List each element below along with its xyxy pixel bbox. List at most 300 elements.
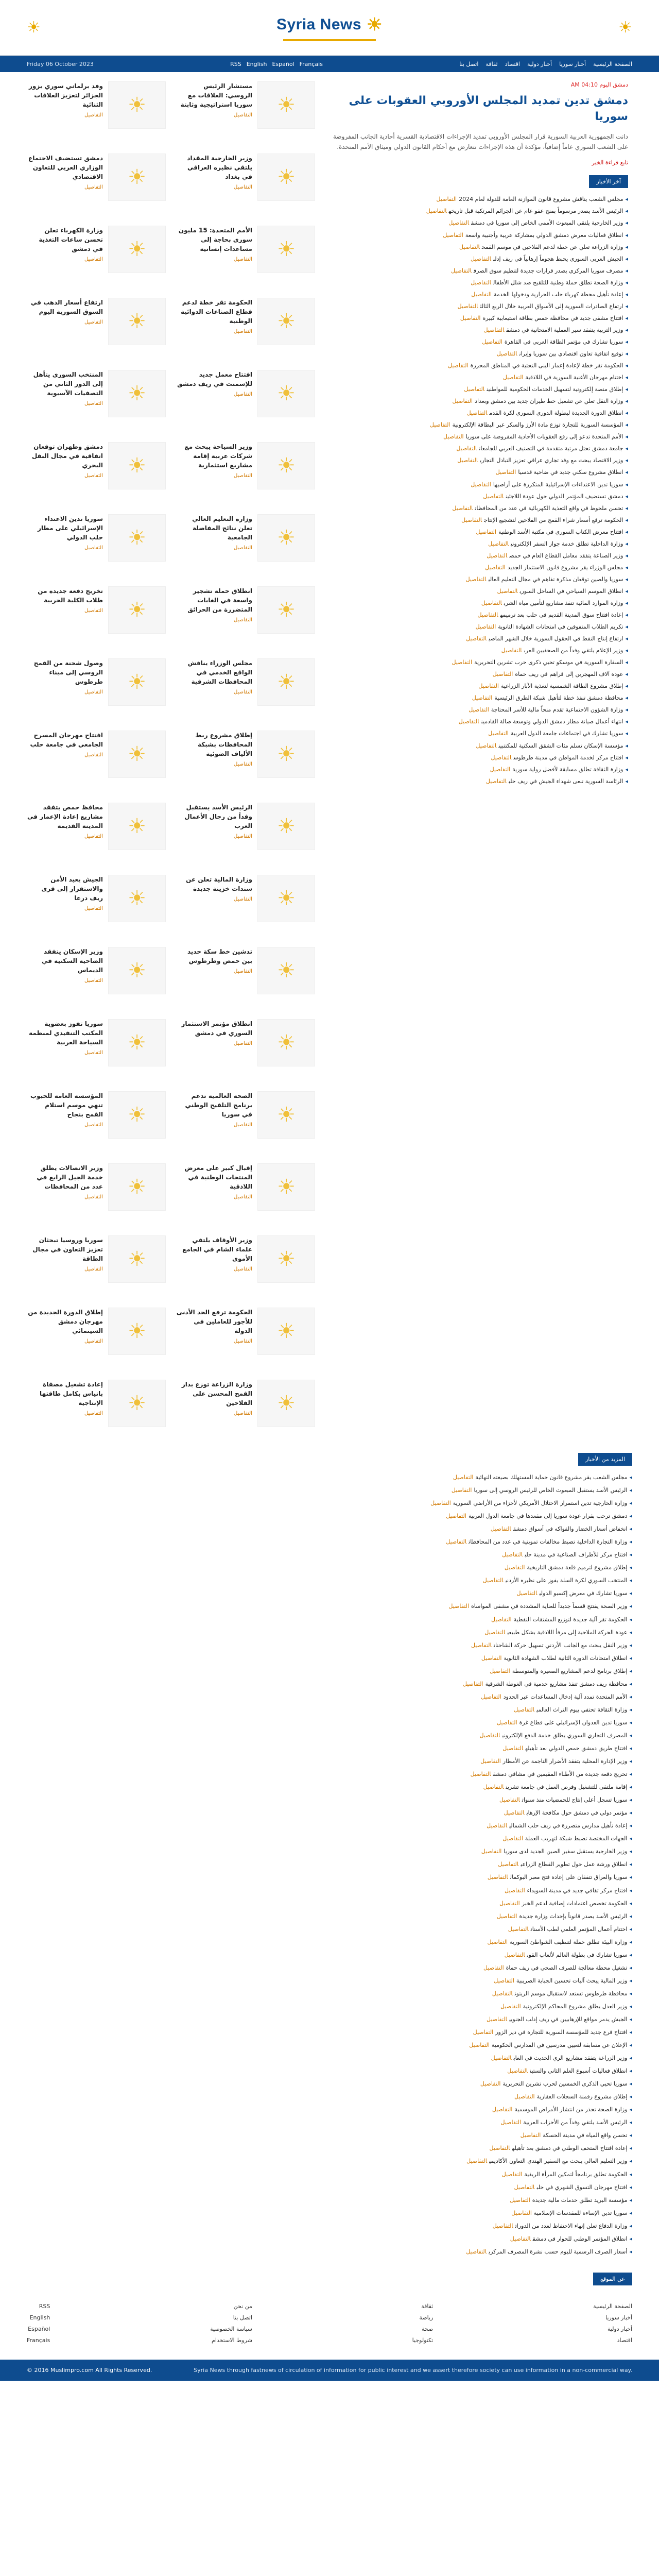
card-more-link[interactable]: التفاصيل — [84, 752, 103, 758]
news-item[interactable] — [331, 324, 628, 336]
card-title[interactable]: المؤسسة العامة للحبوب تنهي موسم استلام القمح بنجاح — [30, 1092, 103, 1118]
card-title[interactable]: انطلاق مؤتمر الاستثمار السوري في دمشق — [181, 1020, 252, 1037]
card-more-link[interactable]: التفاصيل — [233, 1338, 252, 1344]
read-more-link[interactable]: التفاصيل — [514, 1706, 535, 1713]
read-more-link[interactable]: التفاصيل — [507, 2067, 528, 2075]
news-item[interactable] — [27, 1987, 632, 2000]
read-more-link[interactable]: التفاصيل — [469, 706, 489, 714]
card-title[interactable]: وزير الأوقاف يلتقي علماء الشام في الجامع الأموي — [182, 1236, 252, 1262]
read-more-link[interactable]: التفاصيل — [508, 1925, 529, 1933]
read-more-link[interactable]: التفاصيل — [429, 421, 450, 429]
read-more-link[interactable]: التفاصيل — [457, 302, 478, 310]
card-more-link[interactable]: التفاصيل — [233, 473, 252, 479]
footer-link[interactable]: RSS — [39, 2302, 50, 2310]
news-item-title[interactable]: سوريا والصين توقعان مذكرة تفاهم في مجال التعليم العالي — [488, 575, 623, 583]
news-item-title[interactable]: دمشق ترحب بقرار عودة سوريا إلى مقعدها في جامعة الدول العربية — [468, 1513, 628, 1520]
site-title-text[interactable]: Syria News — [276, 15, 362, 33]
news-item-title[interactable]: افتتاح فرع جديد للمؤسسة السورية للتجارة في دير الزور — [495, 2029, 628, 2036]
card-title[interactable]: افتتاح معمل جديد للإسمنت في ريف دمشق — [177, 371, 252, 387]
card-more-link[interactable]: التفاصيل — [233, 392, 252, 397]
news-item-title[interactable]: إطلاق برنامج لدعم المشاريع الصغيرة والمتوسطة — [512, 1667, 628, 1674]
card-thumbnail[interactable] — [108, 1235, 166, 1283]
news-item-title[interactable]: عودة آلاف المهجرين إلى قراهم في ريف حماة — [515, 671, 623, 678]
news-item-title[interactable]: وزارة الخارجية تدين استمرار الاحتلال الأمريكي لأجزاء من الأراضي السورية — [453, 1500, 628, 1507]
read-more-link[interactable]: التفاصيل — [456, 445, 477, 452]
read-more-link[interactable]: التفاصيل — [471, 291, 492, 298]
footer-link[interactable]: سياسة الخصوصية — [210, 2325, 252, 2332]
footer-link[interactable]: English — [29, 2314, 50, 2321]
read-more-link[interactable]: التفاصيل — [502, 1744, 524, 1752]
news-item-title[interactable]: مصرف سوريا المركزي يصدر قرارات جديدة لتنظيم سوق الصرف — [473, 267, 623, 274]
footer-link[interactable]: تكنولوجيا — [412, 2336, 433, 2344]
news-card[interactable] — [27, 1235, 166, 1292]
about-tab[interactable]: عن الموقع — [593, 2273, 632, 2285]
language-link[interactable]: English — [246, 60, 267, 67]
news-item[interactable] — [27, 1587, 632, 1600]
card-more-link[interactable]: التفاصيل — [233, 1411, 252, 1416]
read-more-link[interactable]: التفاصيل — [496, 350, 517, 357]
card-title[interactable]: وفد برلماني سوري يزور الجزائر لتعزيز العلاقات الثنائية — [28, 82, 103, 108]
news-item-title[interactable]: جامعة دمشق تحتل مرتبة متقدمة في التصنيف العربي للجامعات — [479, 445, 623, 452]
news-item[interactable] — [27, 1936, 632, 1948]
card-title[interactable]: وزارة المالية تعلن عن سندات خزينة جديدة — [186, 876, 252, 892]
nav-link[interactable]: أخبار سوريا — [559, 60, 586, 67]
card-more-link[interactable]: التفاصيل — [84, 906, 103, 911]
news-item-title[interactable]: وزير الزراعة يتفقد مشاريع الري الحديث في الغاب — [513, 2055, 628, 2062]
card-title[interactable]: الرئيس الأسد يستقبل وفداً من رجال الأعمال العرب — [184, 804, 252, 829]
card-more-link[interactable]: التفاصيل — [84, 401, 103, 406]
news-card[interactable] — [27, 875, 166, 931]
news-item[interactable] — [331, 407, 628, 419]
read-more-link[interactable]: التفاصيل — [510, 2196, 530, 2204]
news-item-title[interactable]: إعادة افتتاح المتحف الوطني في دمشق بعد تأهيله — [512, 2145, 628, 2152]
card-title[interactable]: محافظ حمص يتفقد مشاريع إعادة الإعمار في المدينة القديمة — [27, 804, 103, 829]
read-more-link[interactable]: التفاصيل — [516, 1590, 537, 1597]
news-item-title[interactable]: توقيع اتفاقية تعاون اقتصادي بين سوريا وإيران — [519, 350, 623, 357]
news-item-title[interactable]: وزير المالية يبحث آليات تحسين الجباية الضريبية — [516, 1977, 628, 1984]
read-more-link[interactable]: التفاصيل — [514, 2093, 535, 2100]
read-more-link[interactable]: التفاصيل — [483, 493, 504, 500]
news-item-title[interactable]: وزير الخارجية يلتقي المبعوث الأممي الخاص إلى سوريا في دمشق — [471, 219, 623, 227]
read-more-link[interactable]: التفاصيل — [446, 1513, 466, 1520]
read-more-link[interactable]: التفاصيل — [488, 540, 509, 547]
read-more-link[interactable]: التفاصيل — [487, 2015, 507, 2023]
news-card[interactable] — [27, 1163, 166, 1220]
news-item-title[interactable]: مجلس الشعب يقر مشروع قانون حماية المستهلك بصيغته النهائية — [475, 1474, 628, 1481]
news-item[interactable] — [27, 1961, 632, 1974]
read-more-link[interactable]: التفاصيل — [479, 1732, 500, 1739]
news-item-title[interactable]: الرئيس الأسد يستقبل المبعوث الخاص للرئيس الروسي إلى سوريا — [474, 1487, 628, 1494]
card-more-link[interactable]: التفاصيل — [84, 473, 103, 479]
card-more-link[interactable]: التفاصيل — [233, 545, 252, 551]
read-more-link[interactable]: التفاصيل — [502, 1835, 523, 1842]
news-card[interactable] — [176, 514, 315, 571]
card-thumbnail[interactable] — [108, 298, 166, 345]
news-item[interactable] — [331, 277, 628, 289]
read-more-link[interactable]: التفاصيل — [478, 683, 499, 690]
card-title[interactable]: إعادة تشغيل مصفاة بانياس بكامل طاقتها الإنتاجية — [40, 1381, 103, 1406]
card-title[interactable]: وزارة الكهرباء تعلن تحسن ساعات التغذية في دمشق — [39, 227, 103, 252]
news-item[interactable] — [331, 740, 628, 752]
news-item-title[interactable]: سوريا تدين العدوان الإسرائيلي على قطاع غزة — [519, 1719, 628, 1726]
card-thumbnail[interactable] — [257, 442, 315, 489]
card-more-link[interactable]: التفاصيل — [233, 896, 252, 902]
read-more-link[interactable]: التفاصيل — [482, 1577, 504, 1584]
news-card[interactable] — [27, 1091, 166, 1148]
nav-link[interactable]: ثقافة — [485, 60, 498, 67]
news-item-title[interactable]: الجيش العربي السوري يحبط هجوماً إرهابياً في ريف إدلب — [493, 255, 623, 262]
read-more-link[interactable]: التفاصيل — [466, 2248, 487, 2255]
read-more-link[interactable]: التفاصيل — [504, 1951, 525, 1958]
read-more-link[interactable]: التفاصيل — [511, 2209, 532, 2216]
read-more-link[interactable]: التفاصيل — [505, 1887, 525, 1894]
read-more-link[interactable]: التفاصيل — [477, 612, 498, 619]
news-item-title[interactable]: وزير التربية يتفقد سير العملية الامتحانية في دمشق — [506, 326, 623, 333]
news-item-title[interactable]: مؤسسة البريد تطلق خدمات مالية جديدة — [532, 2196, 628, 2204]
card-title[interactable]: دمشق تستضيف الاجتماع الوزاري العربي للتعاون الاقتصادي — [28, 155, 103, 180]
card-more-link[interactable]: التفاصيل — [84, 978, 103, 984]
news-item-title[interactable]: إعادة تأهيل مدارس متضررة في ريف حلب الشمالي — [509, 1822, 628, 1829]
card-more-link[interactable]: التفاصيل — [84, 1194, 103, 1200]
news-item[interactable] — [331, 479, 628, 490]
read-more-link[interactable]: التفاصيل — [462, 1680, 483, 1687]
news-item-title[interactable]: إطلاق مشروع الطاقة الشمسية لتغذية الآبار الزراعية — [500, 683, 623, 690]
card-more-link[interactable]: التفاصيل — [84, 1050, 103, 1056]
news-item[interactable] — [27, 2232, 632, 2245]
news-item[interactable] — [331, 454, 628, 466]
news-item[interactable] — [331, 597, 628, 609]
news-item-title[interactable]: اختتام مهرجان الأغنية السورية في اللاذقية — [525, 374, 623, 381]
read-more-link[interactable]: التفاصيل — [471, 1641, 492, 1649]
card-more-link[interactable]: التفاصيل — [233, 1266, 252, 1272]
news-item-title[interactable]: انطلاق مشروع سكني جديد في ضاحية قدسيا — [518, 469, 623, 476]
news-item-title[interactable]: انتهاء أعمال صيانة مطار دمشق الدولي وتوسعة صالة القادمين — [481, 718, 623, 725]
card-title[interactable]: وصول شحنة من القمح الروسي إلى ميناء طرطوس — [33, 659, 103, 685]
card-title[interactable]: افتتاح مهرجان المسرح الجامعي في جامعة حلب — [30, 732, 103, 748]
read-more-link[interactable]: التفاصيل — [520, 2132, 541, 2139]
news-item[interactable] — [331, 300, 628, 312]
news-item-title[interactable]: الأمم المتحدة تمدد آلية إدخال المساعدات عبر الحدود — [503, 1693, 628, 1700]
news-item-title[interactable]: وزير العدل يطلق مشروع المحاكم الإلكترونية — [523, 2003, 628, 2010]
read-more-link[interactable]: التفاصيل — [461, 516, 482, 523]
read-more-link[interactable]: التفاصيل — [492, 1990, 513, 1997]
news-item[interactable] — [331, 550, 628, 562]
news-item-title[interactable]: انطلاق الدورة الجديدة لبطولة الدوري السوري لكرة القدم — [489, 410, 623, 417]
news-item[interactable] — [331, 680, 628, 692]
card-more-link[interactable]: التفاصيل — [84, 319, 103, 325]
read-more-link[interactable]: التفاصيل — [459, 243, 480, 250]
news-item[interactable] — [27, 1806, 632, 1819]
read-more-link[interactable]: التفاصيل — [502, 374, 524, 381]
news-item[interactable] — [27, 1561, 632, 1574]
card-more-link[interactable]: التفاصيل — [84, 112, 103, 118]
news-item-title[interactable]: الحكومة تقر خطة لإعادة إعمار البنى التحتية في المناطق المحررة — [470, 362, 623, 369]
news-item-title[interactable]: الحكومة تخصص اعتمادات إضافية لدعم الخبز — [522, 1900, 628, 1907]
news-card[interactable] — [176, 298, 315, 354]
card-more-link[interactable]: التفاصيل — [84, 257, 103, 262]
card-thumbnail[interactable] — [257, 1380, 315, 1427]
news-item[interactable] — [27, 1716, 632, 1729]
read-more-link[interactable]: التفاصيل — [497, 1719, 517, 1726]
news-item-title[interactable]: دمشق تستضيف المؤتمر الدولي حول عودة اللاجئين — [506, 493, 623, 500]
news-item-title[interactable]: وزارة الداخلية تطلق خدمة جواز السفر الإلكتروني — [511, 540, 623, 547]
read-more-link[interactable]: التفاصيل — [481, 599, 502, 606]
news-item[interactable] — [27, 2077, 632, 2090]
read-more-link[interactable]: التفاصيل — [452, 504, 473, 512]
card-more-link[interactable]: التفاصيل — [233, 1041, 252, 1046]
news-item[interactable] — [331, 775, 628, 787]
card-thumbnail[interactable] — [108, 658, 166, 706]
news-item[interactable] — [27, 1613, 632, 1626]
card-thumbnail[interactable] — [257, 586, 315, 634]
news-item-title[interactable]: انخفاض أسعار الخضار والفواكه في أسواق دمشق — [513, 1526, 628, 1533]
news-item[interactable] — [331, 692, 628, 704]
card-thumbnail[interactable] — [257, 803, 315, 850]
read-more-link[interactable]: التفاصيل — [485, 564, 506, 571]
read-more-link[interactable]: التفاصيل — [476, 528, 497, 535]
news-item[interactable] — [27, 1600, 632, 1613]
news-card[interactable] — [176, 1163, 315, 1220]
news-item-title[interactable]: انطلاق الموسم السياحي في الساحل السوري — [519, 587, 623, 595]
news-card[interactable] — [27, 1380, 166, 1436]
news-item-title[interactable]: سوريا تدين الاعتداءات الإسرائيلية المتكررة على أراضيها — [493, 481, 623, 488]
news-item-title[interactable]: سوريا تدين الإساءة للمقدسات الإسلامية — [533, 2209, 628, 2216]
news-card[interactable] — [27, 442, 166, 499]
read-more-link[interactable]: التفاصيل — [458, 718, 479, 725]
news-item[interactable] — [331, 395, 628, 407]
news-item-title[interactable]: وزارة الصحة تحذر من انتشار الأمراض الموسمية — [514, 2106, 628, 2113]
news-item[interactable] — [27, 2155, 632, 2167]
news-card[interactable] — [27, 370, 166, 427]
footer-link[interactable]: Español — [28, 2325, 50, 2332]
card-thumbnail[interactable] — [108, 1308, 166, 1355]
news-item[interactable] — [27, 1897, 632, 1910]
footer-link[interactable]: شروط الاستخدام — [212, 2336, 252, 2344]
news-item[interactable] — [331, 241, 628, 253]
news-item[interactable] — [27, 2142, 632, 2155]
card-title[interactable]: انطلاق حملة تشجير واسعة في الغابات المتضررة من الحرائق — [187, 587, 252, 613]
read-more-link[interactable]: التفاصيل — [483, 1964, 504, 1971]
news-item-title[interactable]: افتتاح معرض الكتاب السوري في مكتبة الأسد الوطنية — [498, 528, 623, 535]
read-more-link[interactable]: التفاصيل — [443, 231, 463, 239]
news-item[interactable] — [331, 443, 628, 454]
news-item-title[interactable]: ارتفاع إنتاج النفط في الحقول السورية خلال الشهر الماضي — [489, 635, 623, 642]
news-item-title[interactable]: المؤسسة السورية للتجارة توزع مادة الأرز والسكر عبر البطاقة الإلكترونية — [452, 421, 623, 429]
news-item[interactable] — [331, 514, 628, 526]
news-item[interactable] — [27, 2129, 632, 2142]
read-more-link[interactable]: التفاصيل — [448, 362, 469, 369]
news-card[interactable] — [176, 586, 315, 643]
news-item[interactable] — [331, 205, 628, 217]
read-more-link[interactable]: التفاصيل — [470, 1771, 491, 1778]
card-thumbnail[interactable] — [257, 1235, 315, 1283]
news-item-title[interactable]: انطلاق ورشة عمل حول تطوير القطاع الزراعي — [521, 1861, 628, 1868]
news-item[interactable] — [27, 1522, 632, 1535]
card-title[interactable]: وزير الخارجية المقداد يلتقي نظيره العراقي في بغداد — [187, 155, 252, 180]
news-card[interactable] — [27, 1308, 166, 1364]
news-item-title[interactable]: إقامة ملتقى للتشغيل وفرص العمل في جامعة تشرين — [506, 1784, 628, 1791]
card-title[interactable]: سوريا تفوز بعضوية المكتب التنفيذي لمنظمة السياحة العربية — [29, 1020, 103, 1046]
card-thumbnail[interactable] — [108, 803, 166, 850]
news-card[interactable] — [27, 947, 166, 1004]
read-more-link[interactable]: التفاصيل — [495, 469, 516, 476]
read-more-link[interactable]: التفاصيل — [492, 2222, 513, 2229]
news-item[interactable] — [27, 2026, 632, 2039]
card-title[interactable]: الأمم المتحدة: 15 مليون سوري بحاجة إلى مساعدات إنسانية — [178, 227, 252, 252]
card-thumbnail[interactable] — [108, 731, 166, 778]
news-item[interactable] — [27, 2000, 632, 2013]
news-item[interactable] — [331, 502, 628, 514]
news-card[interactable] — [27, 226, 166, 282]
card-thumbnail[interactable] — [257, 875, 315, 922]
read-more-link[interactable]: التفاصيل — [494, 1977, 514, 1984]
card-title[interactable]: دمشق وطهران توقعان اتفاقية في مجال النقل البحري — [31, 443, 103, 469]
news-card[interactable] — [176, 370, 315, 427]
read-more-link[interactable]: التفاصيل — [473, 2029, 494, 2036]
news-card[interactable] — [27, 803, 166, 859]
news-card[interactable] — [27, 154, 166, 210]
read-more-link[interactable]: التفاصيل — [464, 386, 485, 393]
read-more-link[interactable]: التفاصيل — [487, 552, 508, 559]
read-more-link[interactable]: التفاصيل — [492, 2106, 513, 2113]
news-item[interactable] — [27, 2052, 632, 2064]
news-item[interactable] — [27, 2064, 632, 2077]
news-item-title[interactable]: السفارة السورية في موسكو تحيي ذكرى حرب تشرين التحريرية — [474, 659, 623, 666]
card-title[interactable]: وزير السياحة يبحث مع شركات عربية إقامة مشاريع استثمارية — [184, 443, 252, 469]
read-more-link[interactable]: التفاصيل — [488, 730, 509, 737]
read-more-link[interactable]: التفاصيل — [491, 2055, 512, 2062]
news-item[interactable] — [27, 1471, 632, 1484]
card-thumbnail[interactable] — [257, 226, 315, 273]
news-item-title[interactable]: الإعلان عن مسابقة لتعيين مدرسين في المدارس الحكومية — [491, 2042, 628, 2049]
news-item-title[interactable]: المنتخب السوري لكرة السلة يفوز على نظيره الأردني — [505, 1577, 628, 1584]
card-title[interactable]: تخريج دفعة جديدة من طلاب الكلية الحربية — [38, 587, 103, 604]
news-item-title[interactable]: عودة الحركة الملاحية إلى مرفأ اللاذقية بشكل طبيعي — [507, 1629, 628, 1636]
news-item[interactable] — [331, 419, 628, 431]
news-item-title[interactable]: وزير الإدارة المحلية يتفقد الأضرار الناجمة عن الأمطار — [502, 1758, 628, 1765]
card-title[interactable]: وزارة الزراعة توزع بذار القمح المحسن على الفلاحين — [181, 1381, 252, 1406]
news-item-title[interactable]: وزير الصحة يفتتح قسماً جديداً للعناية المشددة في مشفى المواساة — [471, 1603, 628, 1610]
news-item-title[interactable]: تحسن واقع المياه في مدينة الحسكة — [543, 2132, 628, 2139]
news-item-title[interactable]: الرئيس الأسد يصدر قانوناً بإحداث وزارة جديدة — [519, 1912, 628, 1920]
news-item[interactable] — [27, 1497, 632, 1510]
news-item-title[interactable]: الجيش يدمر مواقع للإرهابيين في ريف إدلب الجنوبي — [509, 2015, 628, 2023]
read-more-link[interactable]: التفاصيل — [460, 314, 481, 321]
news-item[interactable] — [27, 1871, 632, 1884]
read-more-link[interactable]: التفاصيل — [502, 1551, 523, 1558]
card-title[interactable]: الجيش يعيد الأمن والاستقرار إلى قرى ريف درعا — [41, 876, 103, 902]
read-more-link[interactable]: التفاصيل — [466, 410, 488, 417]
card-thumbnail[interactable] — [257, 370, 315, 417]
card-thumbnail[interactable] — [257, 658, 315, 706]
read-more-link[interactable]: التفاصيل — [491, 1616, 512, 1623]
news-item-title[interactable]: المصرف التجاري السوري يطلق خدمة الدفع الإلكتروني — [502, 1732, 628, 1739]
news-item-title[interactable]: سوريا تشارك في معرض إكسبو الدولي — [539, 1590, 628, 1597]
card-thumbnail[interactable] — [108, 514, 166, 562]
news-item[interactable] — [331, 621, 628, 633]
footer-link[interactable]: رياضة — [419, 2314, 433, 2321]
read-more-link[interactable]: التفاصيل — [483, 326, 505, 333]
read-more-link[interactable]: التفاصيل — [480, 2080, 501, 2088]
news-item[interactable] — [331, 668, 628, 680]
read-more-link[interactable]: التفاصيل — [472, 694, 493, 702]
read-more-link[interactable]: التفاصيل — [471, 255, 491, 262]
news-item[interactable] — [27, 1677, 632, 1690]
card-title[interactable]: مجلس الوزراء يناقش الواقع الخدمي في المحافظات الشرقية — [187, 659, 252, 685]
card-thumbnail[interactable] — [108, 442, 166, 489]
news-item[interactable] — [331, 585, 628, 597]
card-thumbnail[interactable] — [108, 1019, 166, 1066]
read-more-link[interactable]: التفاصيل — [483, 1784, 504, 1791]
news-item-title[interactable]: إعادة افتتاح سوق المدينة القديم في حلب بعد ترميمه — [500, 612, 623, 619]
news-item[interactable] — [27, 2168, 632, 2181]
news-item[interactable] — [27, 2194, 632, 2207]
read-more-link[interactable]: التفاصيل — [504, 1809, 525, 1817]
news-card[interactable] — [27, 514, 166, 571]
news-item[interactable] — [331, 466, 628, 478]
card-more-link[interactable]: التفاصيل — [84, 184, 103, 190]
card-thumbnail[interactable] — [108, 586, 166, 634]
read-more-link[interactable]: التفاصيل — [481, 1848, 502, 1855]
news-item-title[interactable]: الحكومة ترفع أسعار شراء القمح من الفلاحين لتشجيع الإنتاج — [484, 516, 623, 523]
card-thumbnail[interactable] — [108, 226, 166, 273]
card-thumbnail[interactable] — [108, 81, 166, 129]
footer-link[interactable]: Français — [27, 2336, 50, 2344]
read-more-link[interactable]: التفاصيل — [481, 1654, 502, 1662]
news-item-title[interactable]: سوريا تسجل أعلى إنتاج للحمضيات منذ سنوات — [522, 1797, 628, 1804]
card-more-link[interactable]: التفاصيل — [233, 689, 252, 695]
card-thumbnail[interactable] — [257, 514, 315, 562]
news-card[interactable] — [176, 1380, 315, 1436]
read-more-link[interactable]: التفاصيل — [465, 575, 487, 583]
read-more-link[interactable]: التفاصيل — [498, 1861, 519, 1868]
card-title[interactable]: مستشار الرئيس الروسي: العلاقات مع سوريا استراتيجية وثابتة — [180, 82, 252, 108]
news-item[interactable] — [331, 360, 628, 371]
lead-more-link[interactable]: تابع قراءة الخبر — [592, 159, 628, 166]
news-item-title[interactable]: وزارة الشؤون الاجتماعية تقدم منحاً مالية للأسر المحتاجة — [491, 706, 623, 714]
news-card[interactable] — [27, 658, 166, 715]
news-item[interactable] — [27, 1923, 632, 1936]
read-more-link[interactable]: التفاصيل — [489, 2145, 510, 2152]
read-more-link[interactable]: التفاصيل — [487, 1938, 508, 1945]
news-item[interactable] — [27, 1665, 632, 1677]
read-more-link[interactable]: التفاصيل — [501, 647, 522, 654]
news-card[interactable] — [176, 875, 315, 931]
news-item-title[interactable]: الرئيس الأسد يلتقي وفداً من الأحزاب العربية — [523, 2119, 628, 2126]
read-more-link[interactable]: التفاصيل — [490, 1667, 510, 1674]
news-item-title[interactable]: إطلاق منصة إلكترونية لتسهيل الخدمات الحكومية للمواطنين — [487, 386, 623, 393]
card-title[interactable]: سوريا وروسيا تبحثان تعزيز التعاون في مجال الطاقة — [32, 1236, 103, 1262]
news-item[interactable] — [27, 2116, 632, 2129]
news-item[interactable] — [331, 633, 628, 645]
news-item-title[interactable]: انطلاق المؤتمر الوطني للحوار في دمشق — [532, 2235, 628, 2242]
news-item[interactable] — [331, 253, 628, 265]
footer-link[interactable]: ثقافة — [421, 2302, 433, 2310]
footer-link[interactable]: الصفحة الرئيسية — [593, 2302, 632, 2310]
card-more-link[interactable]: التفاصيل — [84, 1411, 103, 1416]
read-more-link[interactable]: التفاصيل — [481, 1693, 501, 1700]
card-more-link[interactable]: التفاصيل — [233, 617, 252, 623]
news-item-title[interactable]: الحكومة تطلق برنامجاً لتمكين المرأة الريفية — [524, 2171, 628, 2178]
card-thumbnail[interactable] — [257, 1019, 315, 1066]
news-item-title[interactable]: مجلس الوزراء يقر مشروع قانون الاستثمار الجديد — [507, 564, 623, 571]
news-item[interactable] — [27, 1484, 632, 1497]
news-item[interactable] — [331, 609, 628, 621]
nav-link[interactable]: أخبار دولية — [527, 60, 552, 67]
language-link[interactable]: RSS — [230, 60, 241, 67]
news-item[interactable] — [331, 431, 628, 443]
news-item-title[interactable]: سوريا تحيي الذكرى الخمسين لحرب تشرين التحريرية — [502, 2080, 628, 2088]
